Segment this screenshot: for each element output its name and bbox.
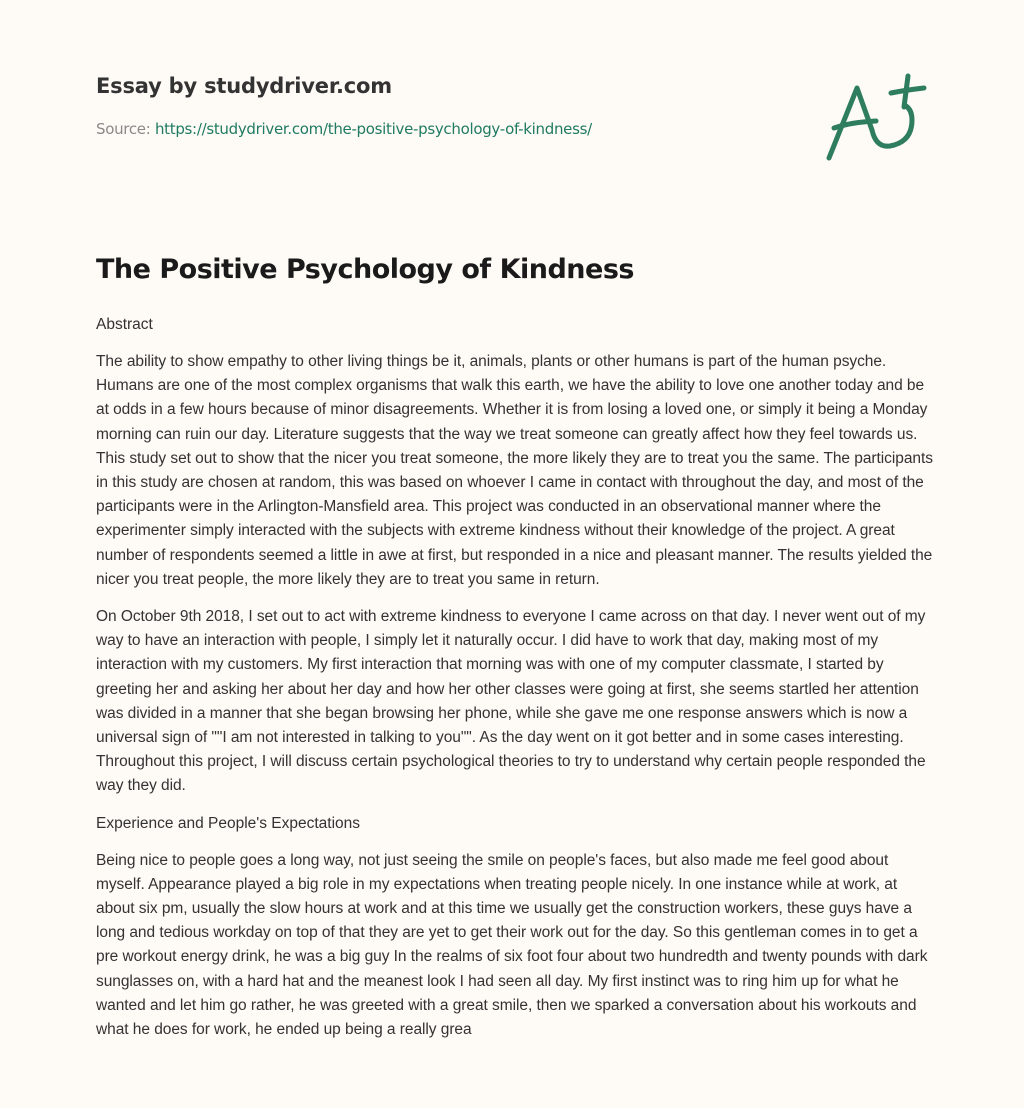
source-line [96, 120, 796, 138]
section-heading-experience: Experience and People's Expectations [96, 814, 361, 832]
section-heading-abstract: Abstract [96, 316, 153, 333]
a-plus-grade-icon [820, 64, 930, 164]
paragraph: Being nice to people goes a long way, not just seeing the smile on people's faces, but also made me feel good about myself. Appearance played a big role in my expectations when treating people nicely. In one instance while at work, at about six pm, usually the slow hours at work and at this time we usually get the construction workers, these guys have a long and tedious workday on top of that they are yet to get their work out for the day. So this gentleman comes in to get a pre workout energy drink, he was a big guy In the realms of six foot four about two hundredth and twenty pounds with dark sunglasses on, with a hard hat and the meanest look I had seen all day. My first instinct was to ring him up for what he wanted and let him go rather, he was greeted with a great smile, then we sparked a conversation about his workouts and what he does for work, he ended up being a really grea [96, 851, 928, 1039]
paragraph: The ability to show empathy to other living things be it, animals, plants or other humans is part of the human psyche. Humans are one of the most complex organisms that walk this earth, we have the ability to love one another today and be at odds in a few hours because of minor disagreements. Whether it is from losing a loved one, or simply it being a Monday morning can ruin our day. Literature suggests that the way we treat someone can greatly affect how they feel towards us. This study set out to show that the nicer you treat someone, the more likely they are to treat you the same. The participants in this study are chosen at random, this was based on whoever I came in contact with throughout the day, and most of the participants were in the Arlington-Mansfield area. This project was conducted in an observational manner where the experimenter simply interacted with the subjects with extreme kindness without their knowledge of the project. A great number of respondents seemed a little in awe at first, but responded in a nice and pleasant manner. The results yielded the nicer you treat people, the more likely they are to treat you same in return. [96, 353, 933, 588]
site-title: Essay by studydriver.com [96, 74, 392, 98]
paragraph: On October 9th 2018, I set out to act with extreme kindness to everyone I came across on that day. I never went out of my way to have an interaction with people, I simply let it naturally occur. I did have to work that day, making most of my interaction with my customers. My first interaction that morning was with one of my computer classmate, I started by greeting her and asking her about her day and how her other classes were going at first, she seems startled her attention was divided in a manner that she began browsing her phone, while she gave me one response answers which is now a universal sign of ""I am not interested in talking to you"". As the day went on it got better and in some cases interesting. Throughout this project, I will discuss certain psychological theories to try to understand why certain people responded the way they did. [96, 608, 926, 795]
page-title: The Positive Psychology of Kindness [96, 254, 634, 285]
source-link[interactable]: https://studydriver.com/the-positive-psychology-of-kindness/ [154, 120, 592, 138]
source-label: Source: [96, 120, 155, 138]
essay-header [96, 74, 796, 138]
essay-body [96, 254, 936, 1055]
